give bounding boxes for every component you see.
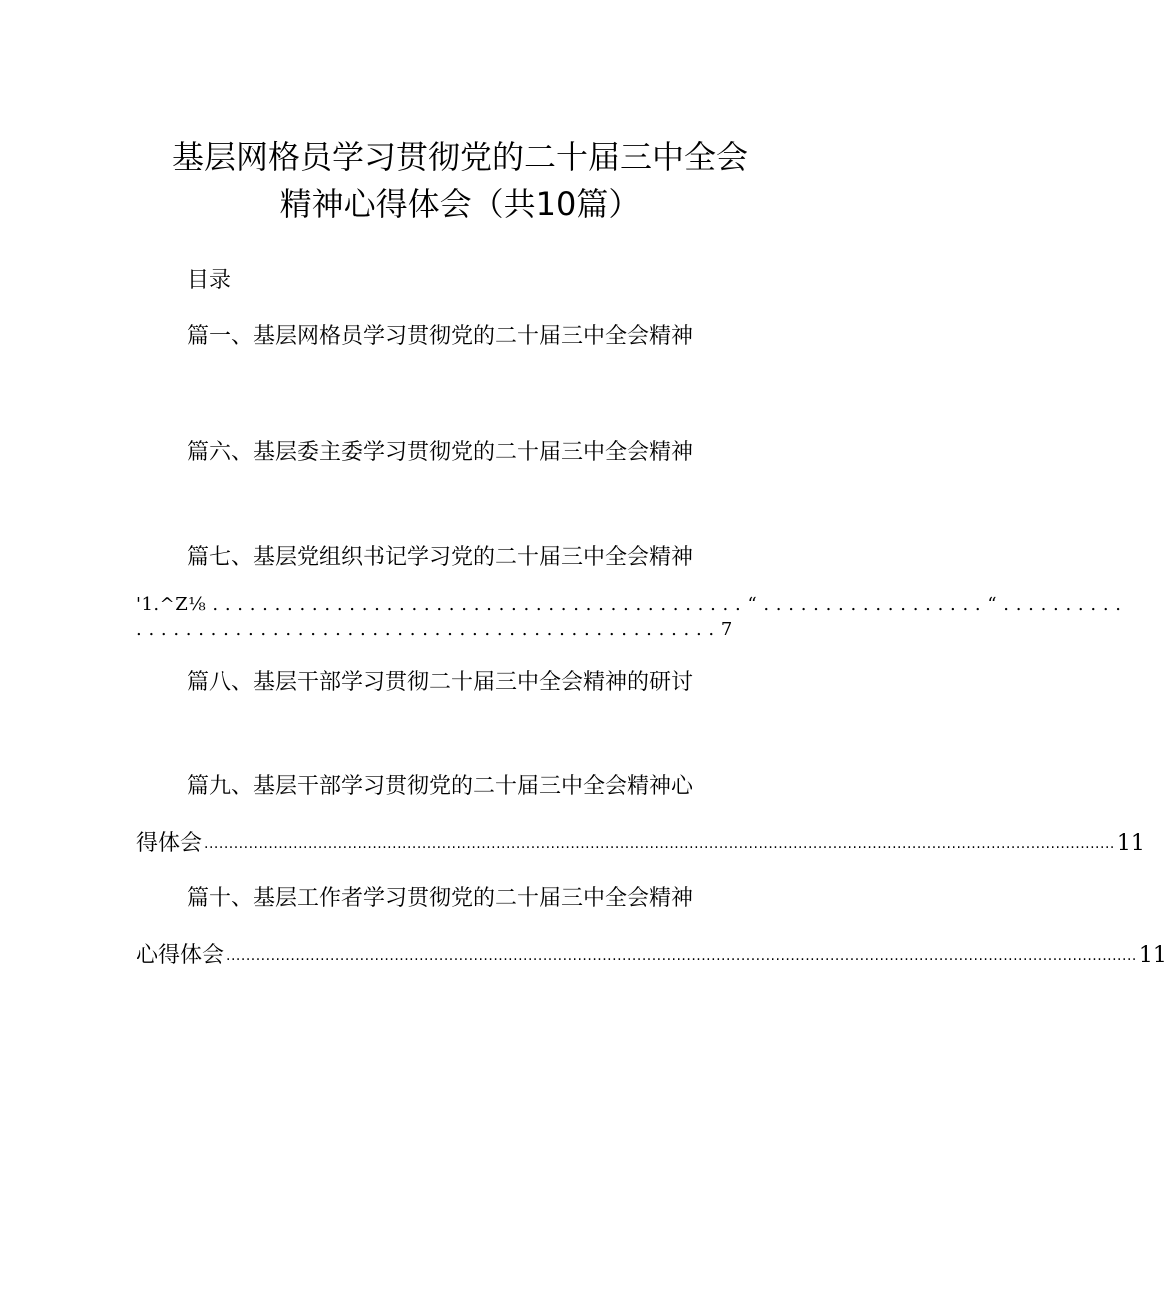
toc-entry-9-page-number: 11: [1116, 831, 1145, 856]
dot-leader: ........................................................................................................................................................................................: [226, 948, 1137, 964]
toc-entry-7-garbled-line-2: . . . . . . . . . . . . . . . . . . . . . . . . . . . . . . . . . . . . . . . . . . . . . . . 7: [136, 619, 733, 640]
toc-entry-9-continuation: [136, 829, 1145, 859]
toc-entry-10-page-number: 11: [1138, 943, 1167, 968]
toc-entry-9: 篇九、基层干部学习贯彻党的二十届三中全会精神心: [187, 774, 694, 799]
toc-heading: 目录: [187, 268, 232, 293]
document-title-line-1: 基层网格员学习贯彻党的二十届三中全会: [171, 138, 748, 176]
toc-entry-7: 篇七、基层党组织书记学习党的二十届三中全会精神: [187, 545, 694, 570]
toc-entry-8: 篇八、基层干部学习贯彻二十届三中全会精神的研讨: [187, 670, 694, 695]
document-title-line-2: 精神心得体会（共10篇）: [279, 185, 641, 223]
toc-entry-9-continuation-text: 得体会: [136, 831, 203, 856]
toc-entry-7-garbled-line-1: '1.^Z⅛ . . . . . . . . . . . . . . . . . . . . . . . . . . . . . . . . . . . . . . . . . . . “ . . . . . . . . . . . . . . . . . . “ . . . . . . . . . .: [136, 594, 1122, 615]
toc-entry-6: 篇六、基层委主委学习贯彻党的二十届三中全会精神: [187, 440, 694, 465]
dot-leader: ........................................................................................................................................................................................: [204, 836, 1115, 852]
toc-entry-10: 篇十、基层工作者学习贯彻党的二十届三中全会精神: [187, 886, 694, 911]
toc-entry-10-continuation: [136, 941, 1167, 971]
toc-entry-10-continuation-text: 心得体会: [136, 943, 225, 968]
toc-entry-1: 篇一、基层网格员学习贯彻党的二十届三中全会精神: [187, 324, 694, 349]
